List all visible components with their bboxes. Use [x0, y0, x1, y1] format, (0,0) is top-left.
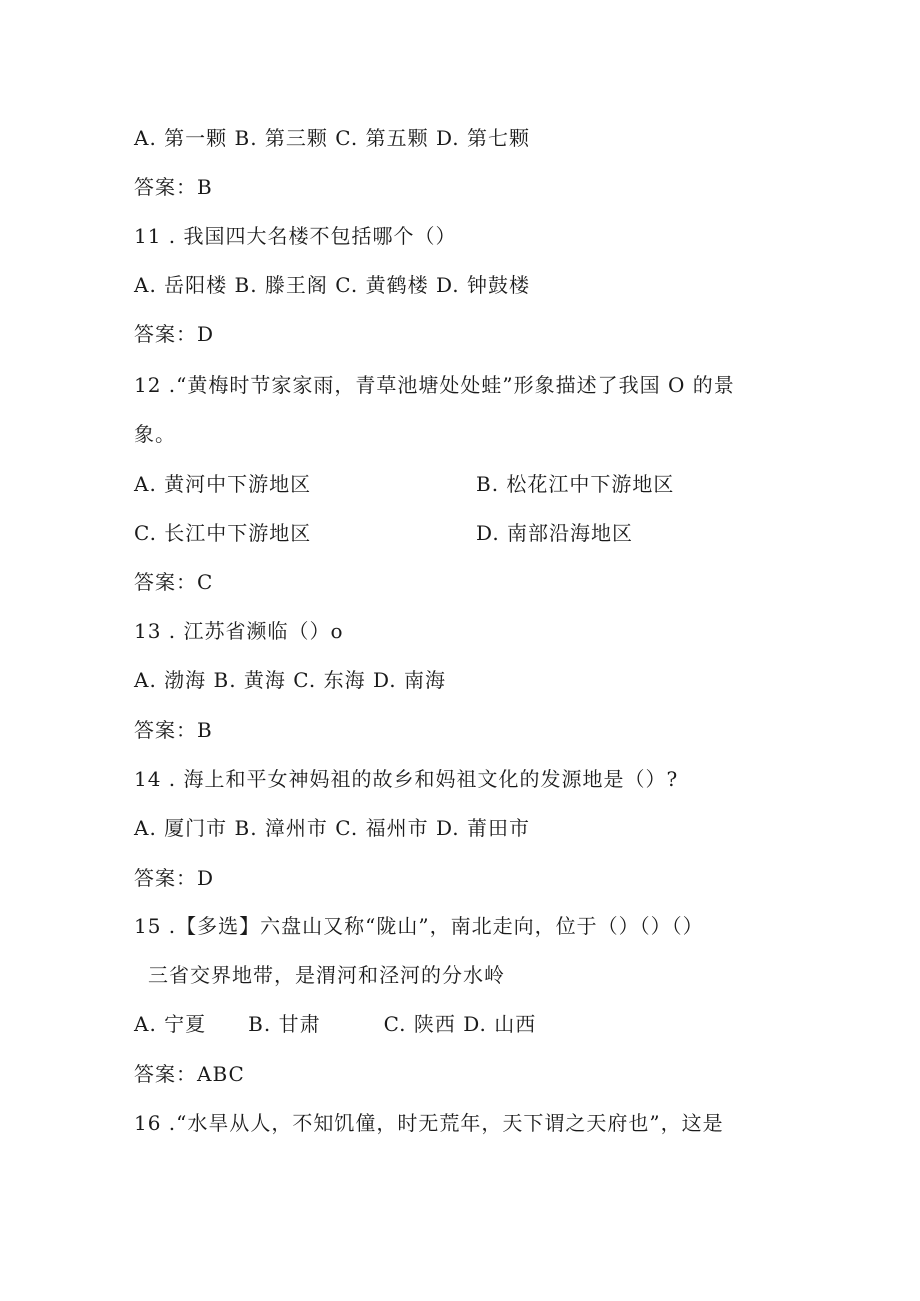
- q13-options: A. 渤海 B. 黄海 C. 东海 D. 南海: [134, 668, 446, 692]
- q15-question: 15 .【多选】六盘山又称“陇山”，南北走向，位于（）（）（）: [134, 914, 704, 938]
- q15-answer: 答案：ABC: [134, 1062, 245, 1086]
- q14-options: A. 厦门市 B. 漳州市 C. 福州市 D. 莆田市: [134, 816, 530, 840]
- q11-options: A. 岳阳楼 B. 滕王阁 C. 黄鹤楼 D. 钟鼓楼: [134, 273, 530, 297]
- q13-question: 13 . 江苏省濒临（）o: [134, 619, 344, 643]
- q15-question-cont: 三省交界地带，是渭河和泾河的分水岭: [148, 963, 505, 987]
- q12-question-cont: 象。: [134, 422, 176, 446]
- q12-answer: 答案：C: [134, 570, 214, 594]
- q16-question: 16 .“水旱从人，不知饥僮，时无荒年，天下谓之天府也”，这是: [134, 1111, 724, 1135]
- q10-options: A. 第一颗 B. 第三颗 C. 第五颗 D. 第七颗: [134, 126, 530, 150]
- q12-question: 12 .“黄梅时节家家雨，青草池塘处处蛙”形象描述了我国 O 的景: [134, 373, 735, 397]
- q12-option-a: A. 黄河中下游地区: [134, 472, 312, 496]
- q11-question: 11 . 我国四大名楼不包括哪个（）: [134, 224, 457, 248]
- q13-answer: 答案：B: [134, 718, 213, 742]
- q12-option-c: C. 长江中下游地区: [134, 521, 312, 545]
- q15-options: A. 宁夏 B. 甘肃 C. 陕西 D. 山西: [134, 1012, 537, 1036]
- q14-question: 14 . 海上和平女神妈祖的故乡和妈祖文化的发源地是（）?: [134, 767, 679, 791]
- q14-answer: 答案：D: [134, 866, 215, 890]
- q10-answer: 答案：B: [134, 175, 213, 199]
- q12-option-d: D. 南部沿海地区: [476, 521, 634, 545]
- q12-option-b: B. 松花江中下游地区: [476, 472, 675, 496]
- q11-answer: 答案：D: [134, 322, 215, 346]
